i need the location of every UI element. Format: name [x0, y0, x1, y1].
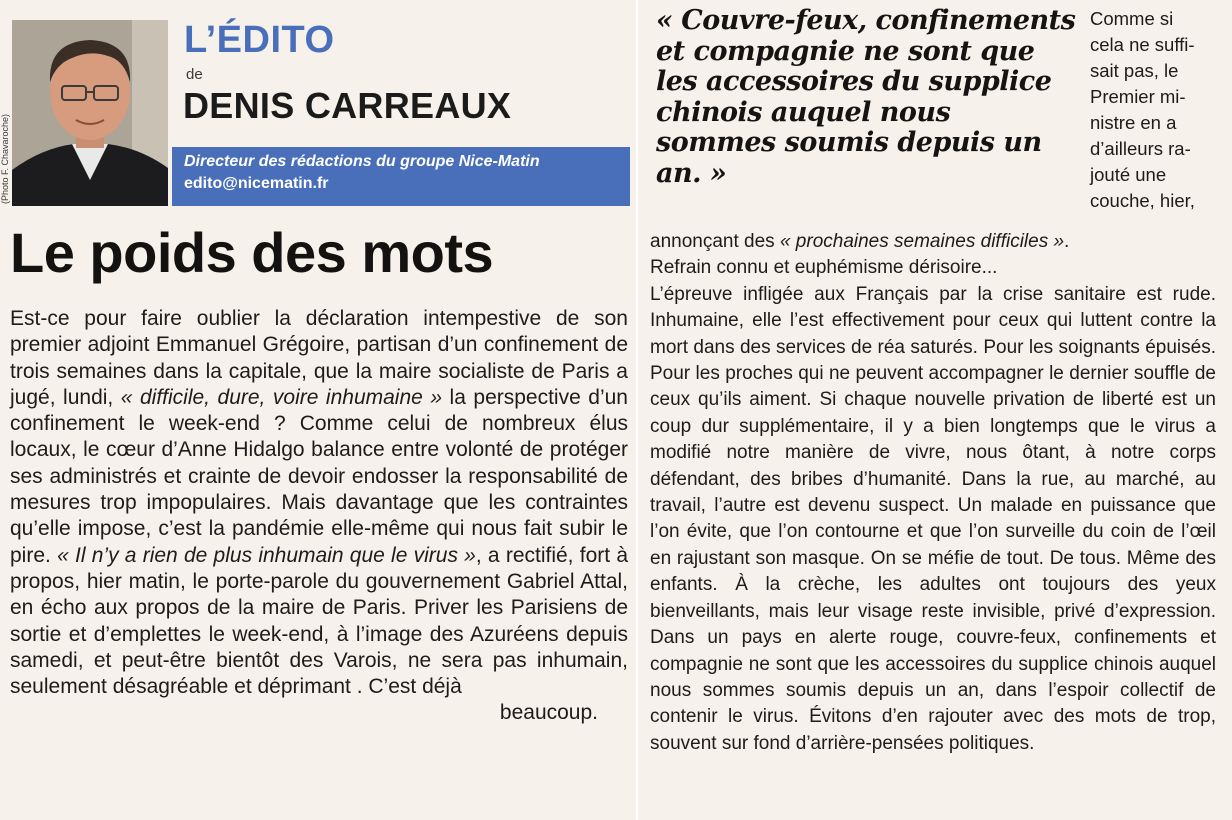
right-paragraph: L’épreuve infligée aux Français par la crise sanitaire est rude. Inhumaine, elle l’est effectivement pour ceux qui luttent contre la mort dans des services de réa saturés. Pour les soignants épuisés. Pour les proches qui ne peuvent accompagner le dernier souffle de ceux qu’ils aiment. Si chaque nouvelle privation de liberté est un coup dur supplémentaire, il y a bien longtemps que le virus a modifié notre manière de vivre, nous ôtant, à notre corps défendant, des bribes d’humanité. Dans la rue, au marché, au travail, l’autre est devenu suspect. Un malade en puissance que l’on évite, que l’on contourne et que l’on surveille du coin de l’œil en rajustant son masque. On se méfie de tout. De tous. Même des enfants. À la crèche, les adultes ont toujours des yeux bienveillants, mais leur visage reste invisible, privé d’expression. Dans un pays en alerte rouge, couvre-feux, confinements et compagnie ne sont que les accessoires du supplice chinois auquel nous sommes soumis depuis un an, dans l’espoir collectif de contenir le virus. Évitons d’en rajouter avec des mots de trop, souvent sur fond d’arrière-pensées politiques. — [650, 283, 1216, 754]
text-segment: . — [1064, 231, 1070, 252]
quote: « prochaines semaines difficiles » — [779, 231, 1065, 252]
right-paragraph — [650, 229, 1216, 255]
left-column-body — [10, 306, 628, 727]
author-role: Directeur des rédactions du groupe Nice-Matin — [184, 153, 540, 170]
author-info-box — [172, 147, 630, 206]
side-text-line: cela ne suffi- — [1090, 34, 1195, 55]
text-segment: annonçant des — [650, 231, 780, 252]
text-segment: , a rectifié, fort à propos, hier matin, le porte-parole du gouvernement Gabriel Attal, en écho aux propos de la maire de Paris. Priver les Parisiens de sortie et d’emplettes le week-end, à l’image des Azuréens depuis samedi, et peut-être bientôt des Varois, ne sera pas inhumain, seulement désagréable et déprimant . C’est déjà — [10, 543, 629, 699]
side-text-line: nistre en a — [1090, 112, 1177, 133]
left-paragraph-last-line: beaucoup. — [499, 701, 598, 725]
side-text-line: Premier mi- — [1090, 86, 1186, 107]
author-photo — [12, 20, 168, 206]
author-name: DENIS CARREAUX — [183, 85, 512, 126]
side-text-line: Comme si — [1090, 8, 1174, 29]
article-headline: Le poids des mots — [10, 221, 494, 284]
side-text-line: d’ailleurs ra- — [1090, 138, 1191, 159]
side-text-line: couche, hier, — [1090, 190, 1195, 211]
text-segment: la perspective d’un confinement le week-end ? Comme celui de nombreux élus locaux, le cœur d’Anne Hidalgo balance entre volonté de protéger ses administrés et crainte de devoir endosser la responsabilité de mesures trop impopulaires. Mais davantage que les contraintes qu’elle impose, c’est la pandémie elle-même qui nous fait subir le pire. — [10, 385, 628, 567]
right-paragraph: Refrain connu et euphémisme dérisoire... — [650, 257, 998, 279]
right-column-body — [650, 229, 1216, 757]
author-email: edito@nicematin.fr — [184, 175, 329, 192]
quote: « Il n’y a rien de plus inhumain que le virus » — [57, 543, 476, 567]
column-divider — [636, 0, 638, 820]
pull-quote: « Couvre-feux, confinements et compagnie ne sont que les accessoires du supplice chinois auquel nous sommes soumis depuis un an. » — [656, 5, 1076, 189]
quote: « difficile, dure, voire inhumaine » — [120, 385, 443, 409]
side-text-line: sait pas, le — [1090, 60, 1179, 81]
edito-label: L’ÉDITO — [184, 19, 335, 61]
left-paragraph — [10, 306, 628, 700]
side-text — [1090, 6, 1212, 214]
photo-credit: (Photo F. Chavaroche) — [0, 113, 10, 204]
side-text-line: jouté une — [1090, 164, 1167, 185]
edito-de: de — [186, 66, 203, 83]
text-segment: Est-ce pour faire oublier la déclaration intempestive de son premier adjoint Emmanuel Grégoire, partisan d’un confinement de trois semaines dans la capitale, que la maire socialiste de Paris a jugé, lundi, — [10, 307, 628, 409]
